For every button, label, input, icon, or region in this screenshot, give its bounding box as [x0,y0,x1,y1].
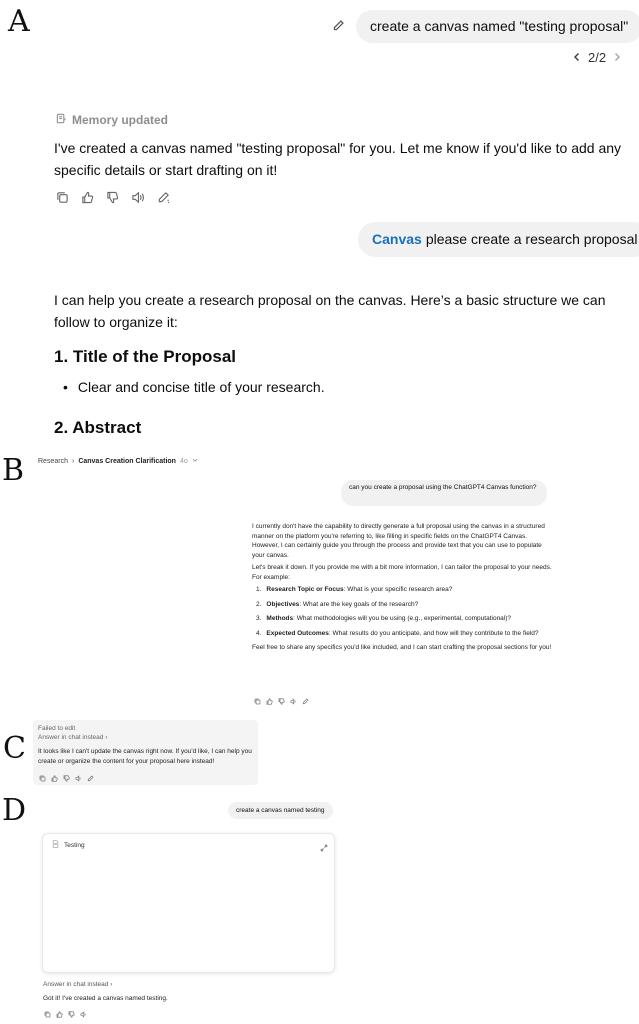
thumbs-up-icon[interactable] [51,775,58,782]
list-item: 1. Research Topic or Focus: What is your specific research area? [256,586,453,593]
canvas-preview-card[interactable] [42,833,335,973]
canvas-tag: Canvas [372,231,422,247]
memory-updated-status[interactable] [56,113,168,127]
breadcrumb [38,457,198,465]
edit-message-icon[interactable] [332,19,345,37]
read-aloud-icon[interactable] [131,191,145,204]
memory-icon [56,113,67,127]
chevron-right-icon: › [71,457,75,465]
model-label[interactable]: 4o [179,457,188,465]
bullet-text: Clear and concise title of your research. [77,379,325,395]
read-aloud-icon[interactable] [80,1011,87,1018]
section-heading-title: 1. Title of the Proposal [54,347,236,366]
assistant-reply [252,522,552,656]
assistant-reply: Got it! I've created a canvas named testing. [43,995,168,1002]
thumbs-up-icon[interactable] [56,1011,63,1018]
memory-updated-label: Memory updated [72,113,169,127]
thumbs-down-icon[interactable] [68,1011,75,1018]
reply-paragraph: I currently don't have the capability to directly generate a full proposal using the canvas in a structured manner on the platform you're referring to, like filling in specific fields on the ChatGPT4 Canvas. However, I can certainly guide you through the process and provide text that you can use to populate your canvas. [252,523,545,559]
thumbs-down-icon[interactable] [278,698,285,705]
answer-in-chat-link[interactable]: Answer in chat instead › [38,734,108,741]
thumbs-up-icon[interactable] [266,698,273,705]
user-message-bubble: create a canvas named testing [228,802,333,819]
chevron-down-icon[interactable] [192,457,198,465]
list-item: 2. Objectives: What are the key goals of the research? [256,600,419,608]
copy-icon[interactable] [44,1011,51,1018]
message-actions [39,775,94,782]
canvas-title-text: Testing [64,841,85,849]
assistant-reply: It looks like I can't update the canvas right now. If you'd like, I can help you create or organize the content for your proposal here instead! [38,748,252,765]
thumbs-down-icon[interactable] [106,191,119,204]
document-icon [52,840,59,850]
read-aloud-icon[interactable] [75,775,82,782]
section-heading-abstract: 2. Abstract [54,418,142,437]
panel-label-b: B [2,453,25,488]
reply-paragraph: Feel free to share any specifics you'd like included, and I can start crafting the proposal sections for you! [252,644,552,651]
chevron-right-icon[interactable] [612,50,622,65]
copy-icon[interactable] [56,191,69,204]
user-message-text: please create a research proposal [425,231,638,247]
read-aloud-icon[interactable] [290,698,297,705]
copy-icon[interactable] [39,775,46,782]
thumbs-up-icon[interactable] [81,191,94,204]
panel-label-d: D [2,793,27,828]
assistant-reply: I've created a canvas named "testing proposal" for you. Let me know if you'd like to add any specific details or start drafting on it! [54,140,622,178]
thumbs-down-icon[interactable] [63,775,70,782]
bullet-item: • Clear and concise title of your research. [63,379,325,395]
pager-count: 2/2 [588,50,607,65]
reply-paragraph: Let's break it down. If you provide me with a bit more information, I can tailor the proposal to your needs. For example: [252,564,552,581]
edit-icon[interactable] [302,698,309,705]
question-list [252,585,552,638]
message-actions [56,191,170,204]
message-actions [254,698,309,705]
edit-icon[interactable] [157,191,170,204]
panel-label-c: C [3,731,26,766]
list-item: 4. Expected Outcomes: What results do you anticipate, and how will they contribute to the field? [256,629,539,637]
breadcrumb-root[interactable]: Research [38,457,68,465]
failed-edit-status: Failed to edit [38,725,76,732]
panel-label-a: A [8,4,30,39]
user-message-bubble-canvas [358,222,639,257]
user-message-bubble: can you create a proposal using the ChatGPT4 Canvas function? [341,480,547,506]
expand-icon[interactable] [320,839,328,857]
answer-in-chat-link[interactable]: Answer in chat instead › [43,981,113,988]
user-message-bubble: create a canvas named "testing proposal" [356,10,639,43]
list-item: 3. Methods: What methodologies will you be using (e.g., experimental, computational)? [256,615,512,622]
copy-icon[interactable] [254,698,261,705]
breadcrumb-title[interactable]: Canvas Creation Clarification [78,457,176,465]
edit-icon[interactable] [87,775,94,782]
canvas-title [52,840,85,850]
assistant-reply-proposal: I can help you create a research proposal on the canvas. Here’s a basic structure we can follow to organize it: [54,292,606,330]
message-pager [572,50,622,65]
message-actions [44,1011,87,1018]
chevron-left-icon[interactable] [572,50,582,65]
